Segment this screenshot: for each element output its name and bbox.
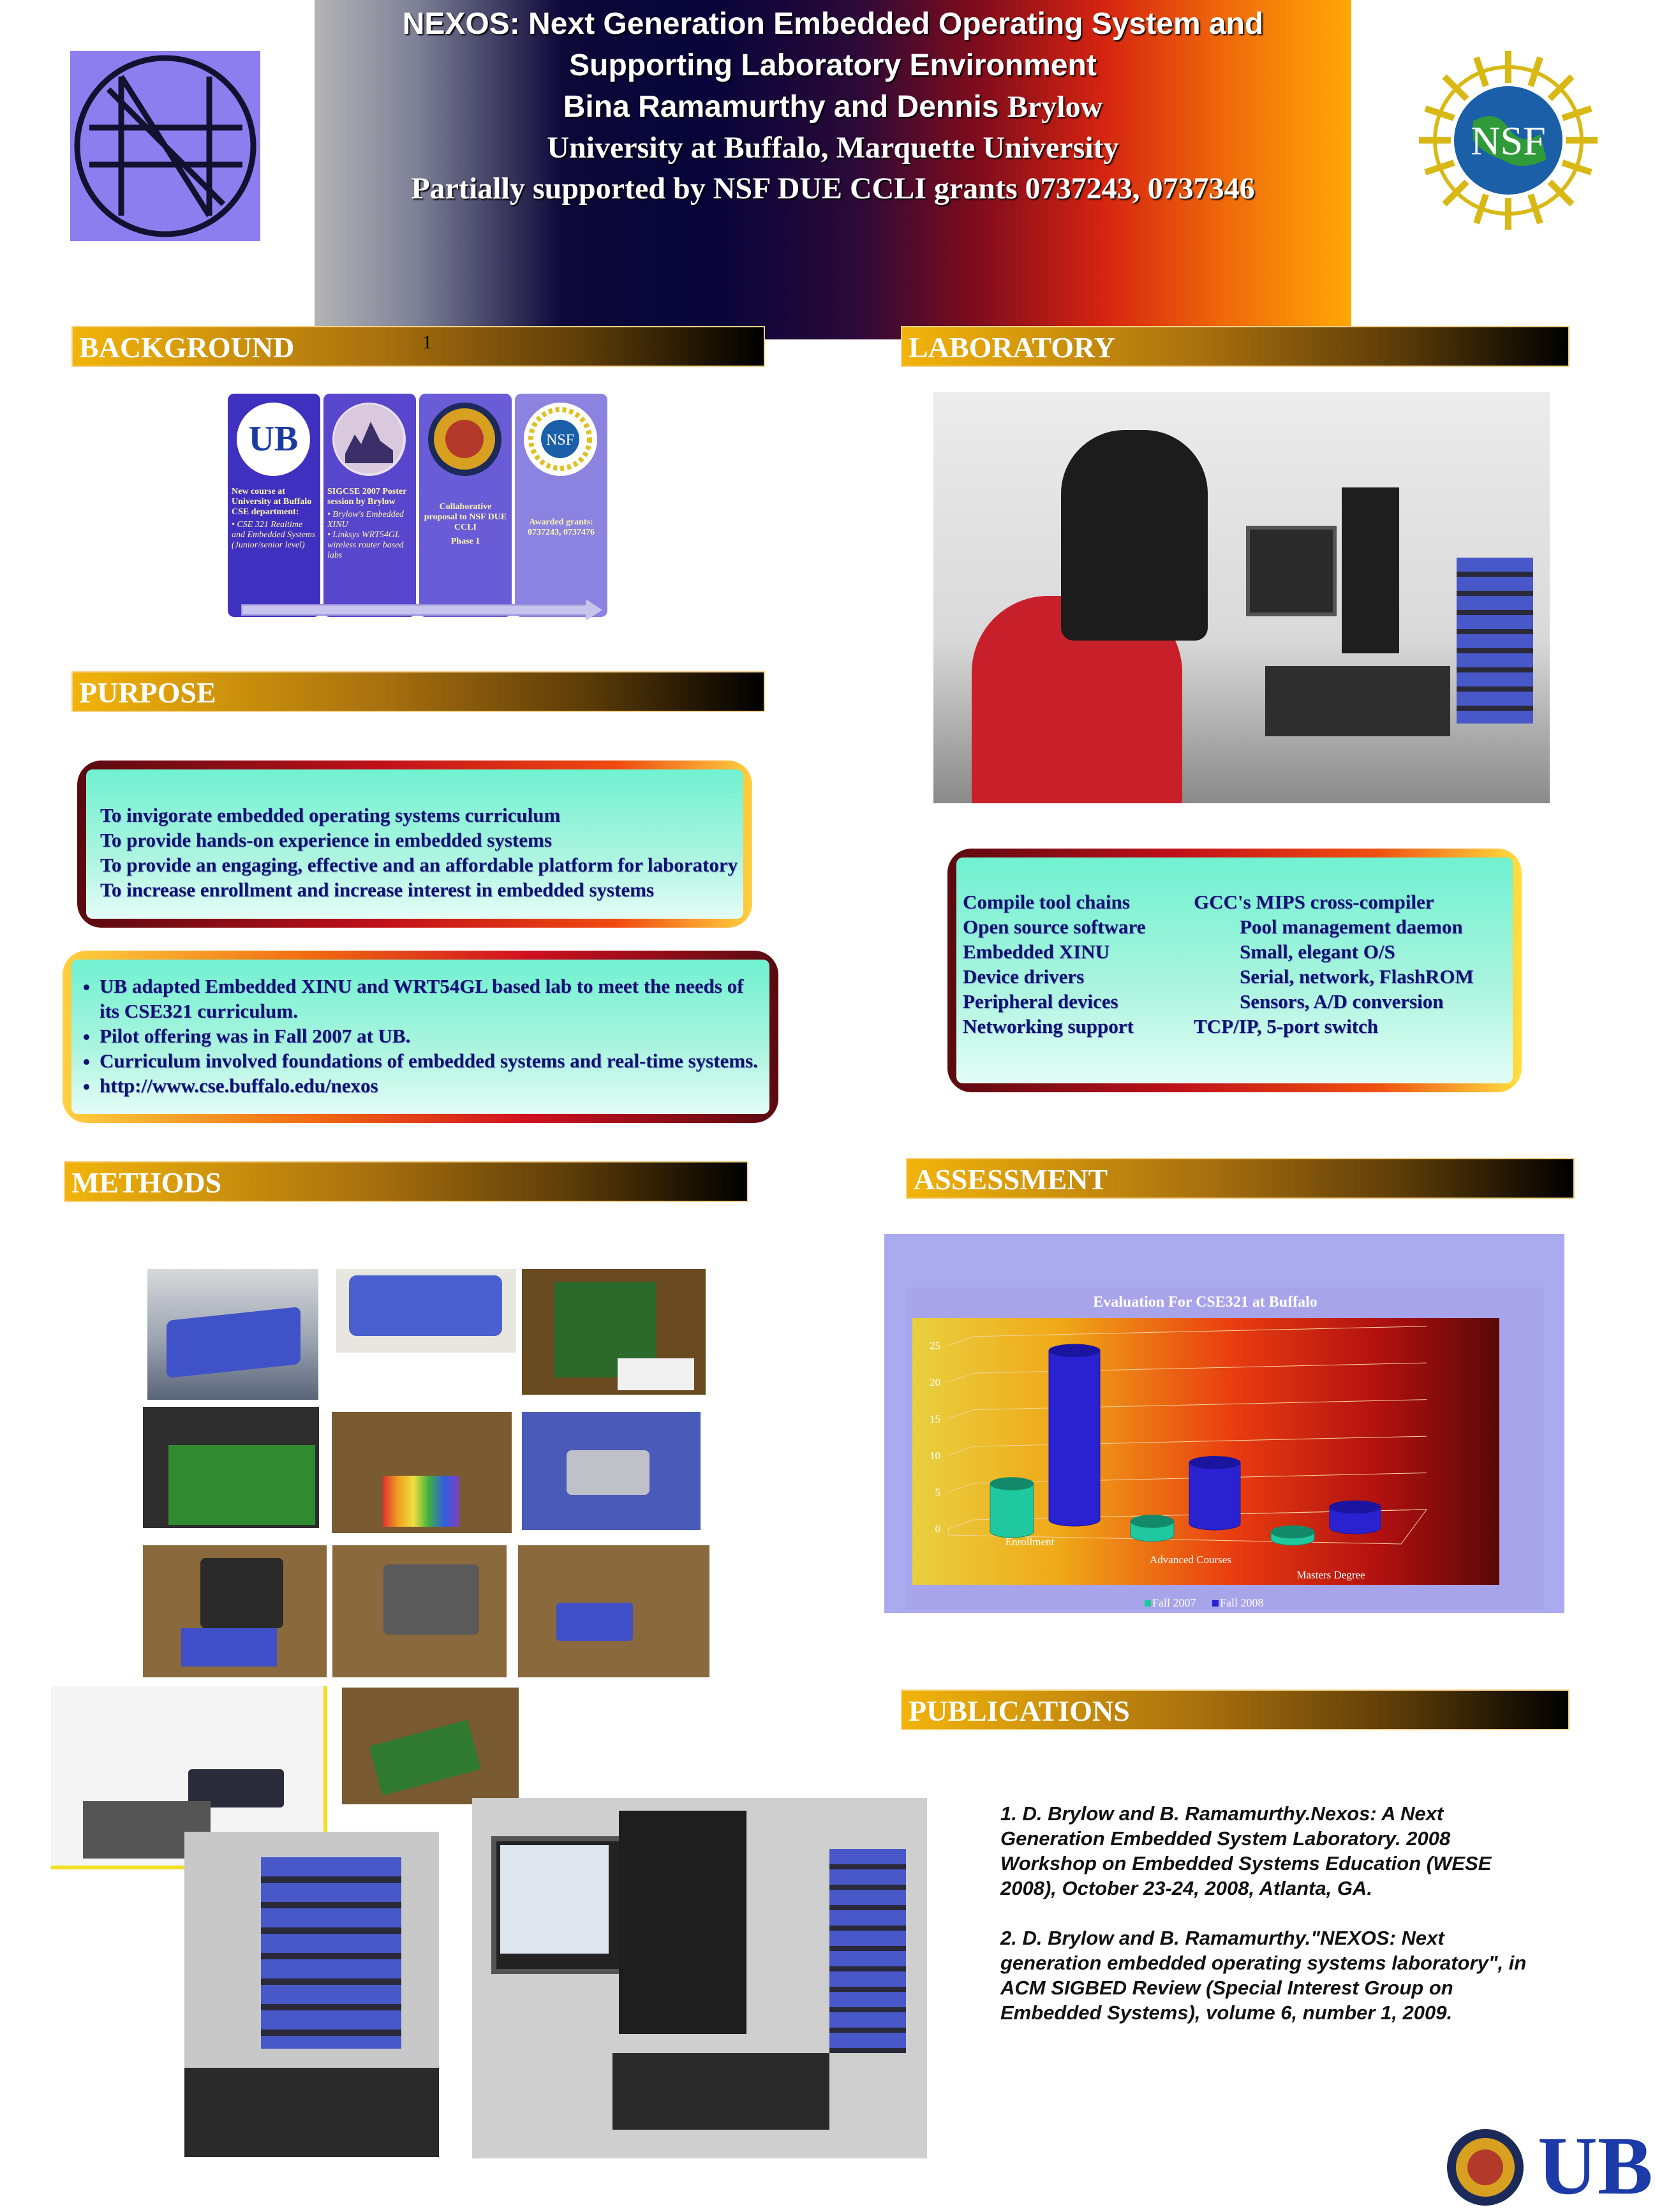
timeline-card-1-bullet-text: CSE 321 Realtime and Embedded Systems (Junior/senior level)	[232, 520, 316, 550]
lab-feature-value-5: Sensors, A/D conversion	[1240, 990, 1444, 1013]
lab-feature-label-1: Compile tool chains	[963, 891, 1130, 913]
chart-y-tick-label: 0	[935, 1523, 940, 1535]
lab-feature-label-3: Embedded XINU	[963, 940, 1110, 963]
authors	[315, 89, 1351, 124]
purpose-item-3: To provide an engaging, effective and an affordable platform for laboratory	[100, 854, 738, 876]
board-handling-photo	[342, 1688, 519, 1804]
lab-features-box-inner	[956, 857, 1513, 1083]
legend-label-fall-2007: Fall 2007	[1152, 1596, 1196, 1609]
chart-bar-top	[990, 1478, 1034, 1490]
lab-feature-label-5: Peripheral devices	[963, 990, 1118, 1013]
timeline-card-3-subtitle: Phase 1	[450, 537, 480, 546]
router-front-photo	[147, 1269, 318, 1400]
timeline-card-3-text	[423, 487, 508, 547]
laboratory-photo	[933, 392, 1550, 803]
timeline-card-2	[323, 394, 416, 617]
chart-title: Evaluation For CSE321 at Buffalo	[1093, 1294, 1317, 1310]
lab-feature-row-6	[963, 1014, 1513, 1039]
lab-feature-row-2	[963, 914, 1513, 939]
chart-y-tick-label: 5	[935, 1486, 940, 1499]
n-logo	[70, 51, 260, 241]
lab-feature-value-3: Small, elegant O/S	[1240, 940, 1395, 963]
purpose-item-4: To increase enrollment and increase interest in embedded systems	[100, 879, 654, 901]
router-assembly-photo-2	[332, 1545, 507, 1677]
lab-feature-value-1: GCC's MIPS cross-compiler	[1194, 891, 1434, 913]
ub-footer-logo: UB	[1538, 2120, 1653, 2212]
router-top-photo	[336, 1269, 516, 1353]
marquette-seal-icon	[428, 403, 501, 476]
chart-y-tick-label: 15	[930, 1413, 940, 1425]
timeline-card-4-text	[519, 487, 604, 538]
authors-part1: Bina Ramamurthy and Dennis	[563, 90, 1007, 124]
nsf-small-logo-text: NSF	[545, 432, 575, 449]
timeline-card-4	[515, 394, 607, 617]
lab-feature-value-2: Pool management daemon	[1240, 916, 1463, 938]
timeline-card-3-title: Collaborative proposal to NSF DUE CCLI	[424, 502, 507, 532]
chart-plot-area	[912, 1318, 1499, 1585]
chart-bar-top	[1131, 1515, 1174, 1528]
lab-feature-value-6: TCP/IP, 5-port switch	[1194, 1015, 1379, 1037]
timeline-card-4-title: Awarded grants: 0737243, 0737476	[528, 517, 595, 537]
section-laboratory-header	[901, 326, 1570, 367]
lab-feature-label-6: Networking support	[963, 1015, 1134, 1037]
ub-timeline-logo-text: UB	[248, 419, 299, 459]
lab-feature-row-3	[963, 939, 1513, 964]
timeline-card-2-bullet-2-text: Linksys WRT54GL wireless router based labs	[327, 530, 404, 560]
timeline-card-1-bullet: • CSE 321 Realtime and Embedded Systems (Junior/senior level)	[232, 520, 316, 550]
chart-x-label: Masters Degree	[1296, 1569, 1365, 1581]
lab-feature-row-1	[963, 889, 1513, 914]
legend-swatch-fall-2007	[1145, 1600, 1151, 1607]
purpose-item-2: To provide hands-on experience in embedded systems	[100, 829, 552, 851]
affiliations: University at Buffalo, Marquette University	[547, 131, 1119, 165]
nsf-seal-icon	[1413, 45, 1604, 236]
lab-workstation-photo	[472, 1798, 927, 2158]
nsf-logo-text: NSF	[1471, 118, 1546, 163]
marquette-footer-logo	[1446, 2128, 1525, 2207]
publication-2: 2. D. Brylow and B. Ramamurthy."NEXOS: Next generation embedded operating systems laboratory", in ACM SIGBED Review (Special Interest Group on Embedded Systems), volume 6, number 1, 2009.	[1000, 1927, 1527, 2024]
timeline-card-2-bullet-1-text: Brylow's Embedded XINU	[327, 510, 404, 530]
legend-swatch-fall-2008	[1212, 1600, 1219, 1607]
purpose-item-1: To invigorate embedded operating systems curriculum	[100, 804, 561, 826]
router-assembly-photo-1	[143, 1545, 327, 1677]
ub-adoption-item-3: • Curriculum involved foundations of embedded systems and real-time systems.	[100, 1048, 763, 1073]
section-publications-title: PUBLICATIONS	[909, 1695, 1130, 1727]
chart-bar-top	[1189, 1457, 1240, 1469]
timeline-card-2-bullet-2: • Linksys WRT54GL wireless router based labs	[327, 530, 404, 560]
lab-features-box	[947, 849, 1522, 1092]
page-number: 1	[422, 332, 432, 353]
poster-title-line1: NEXOS: Next Generation Embedded Operating System and	[402, 7, 1264, 41]
nsf-small-logo-icon	[524, 403, 597, 476]
timeline-card-2-title: SIGCSE 2007 Poster session by Brylow	[327, 487, 407, 507]
purpose-box-inner	[86, 769, 743, 919]
section-assessment-header	[906, 1158, 1575, 1199]
section-methods-title: METHODS	[71, 1166, 222, 1199]
chart-bar-top	[1330, 1501, 1381, 1513]
nsf-logo	[1413, 45, 1604, 236]
ub-adoption-box-inner	[71, 960, 769, 1114]
section-laboratory-title: LABORATORY	[909, 331, 1115, 364]
chart-y-tick-label: 25	[930, 1339, 940, 1352]
section-purpose-title: PURPOSE	[79, 676, 216, 709]
chart-x-label: Enrollment	[1005, 1536, 1055, 1548]
router-assembly-photo-3	[518, 1545, 709, 1677]
header-banner	[315, 0, 1351, 339]
ub-logo-icon	[237, 403, 310, 476]
section-background-title: BACKGROUND	[79, 331, 295, 364]
lab-feature-row-5	[963, 989, 1513, 1014]
timeline-card-1	[228, 394, 320, 617]
legend-label-fall-2008: Fall 2008	[1220, 1596, 1264, 1609]
lab-feature-label-2: Open source software	[963, 916, 1146, 938]
router-rack-photo	[184, 1832, 439, 2157]
chart-x-label: Advanced Courses	[1150, 1554, 1231, 1566]
grant-info: Partially supported by NSF DUE CCLI grants 0737243, 0737346	[411, 172, 1255, 205]
nexos-url-link[interactable]: • http://www.cse.buffalo.edu/nexos	[100, 1073, 763, 1098]
ub-adoption-item-1: • UB adapted Embedded XINU and WRT54GL based lab to meet the needs of its CSE321 curriculum.	[100, 974, 763, 1023]
publications-list	[1000, 1801, 1549, 2050]
lab-feature-row-4	[963, 964, 1513, 989]
chart-bar-fall-2008-enrollment	[1049, 1344, 1100, 1526]
n-logo-mark	[70, 51, 260, 241]
assessment-chart	[884, 1234, 1564, 1613]
chart-bar-top	[1049, 1344, 1100, 1357]
publication-1: 1. D. Brylow and B. Ramamurthy.Nexos: A Next Generation Embedded System Laboratory. 2008 Workshop on Embedded Systems Education (WESE 2008), October 23-24, 2008, Atlanta, GA.	[1000, 1802, 1492, 1899]
section-methods-header	[64, 1161, 748, 1202]
router-board-photo	[522, 1269, 706, 1395]
lab-feature-value-4: Serial, network, FlashROM	[1240, 965, 1474, 988]
lab-feature-label-4: Device drivers	[963, 965, 1085, 988]
circuit-board-photo	[143, 1407, 319, 1528]
poster-title-line2: Supporting Laboratory Environment	[569, 48, 1097, 82]
marquette-seal-footer-icon	[1446, 2128, 1525, 2207]
timeline-arrow-head-icon	[586, 599, 602, 621]
ribbon-cable-photo	[332, 1412, 512, 1533]
ub-adoption-item-2: • Pilot offering was in Fall 2007 at UB.	[100, 1023, 763, 1048]
ub-adoption-list	[74, 974, 763, 1098]
connector-closeup-photo	[522, 1412, 701, 1530]
section-publications-header	[901, 1689, 1570, 1730]
ub-adoption-box	[63, 951, 778, 1123]
timeline-card-1-text	[232, 487, 316, 551]
timeline-card-1-title: New course at University at Buffalo CSE department:	[232, 487, 312, 517]
chart-bar-top	[1271, 1525, 1314, 1538]
section-background-header	[71, 326, 765, 367]
sigcse-logo-icon	[332, 403, 406, 476]
chart-y-tick-label: 20	[930, 1376, 940, 1389]
section-purpose-header	[71, 671, 765, 712]
timeline-card-2-text	[327, 487, 412, 561]
authors-part2: Brylow	[1007, 90, 1103, 124]
purpose-box	[77, 761, 752, 928]
timeline-arrow	[241, 604, 588, 616]
timeline-card-3	[419, 394, 512, 617]
timeline-card-2-bullet-1: • Brylow's Embedded XINU	[327, 510, 404, 530]
chart-y-tick-label: 10	[930, 1450, 940, 1462]
section-assessment-title: ASSESSMENT	[914, 1163, 1108, 1196]
